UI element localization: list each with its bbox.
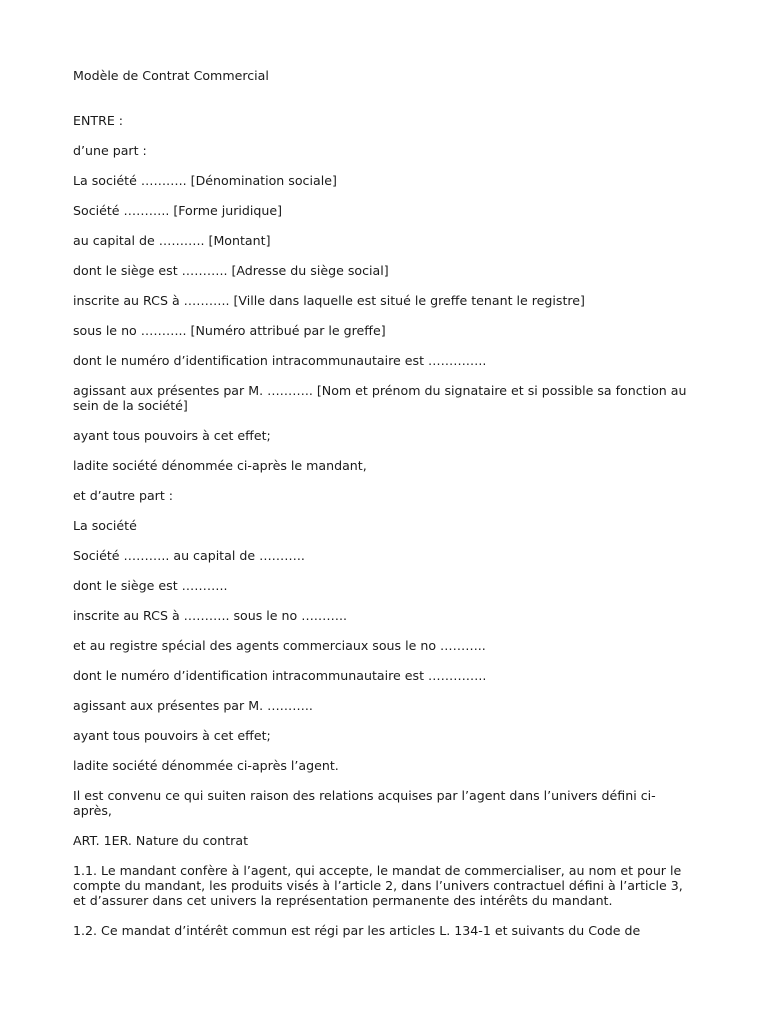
paragraph: dont le numéro d’identification intracommunautaire est ………….. (73, 668, 487, 683)
paragraph: agissant aux présentes par M. ……….. [Nom et prénom du signataire et si possible sa fonction au sein de la société] (73, 383, 687, 413)
paragraph: ladite société dénommée ci-après l’agent. (73, 758, 339, 773)
paragraph: ladite société dénommée ci-après le mandant, (73, 458, 367, 473)
paragraph: dont le siège est ……….. (73, 578, 228, 593)
paragraph: dont le numéro d’identification intracommunautaire est ………….. (73, 353, 487, 368)
article-clause: 1.1. Le mandant confère à l’agent, qui accepte, le mandat de commercialiser, au nom et pour le compte du mandant, les produits visés à l’article 2, dans l’univers contractuel défini à l’article 3, et d’assurer dans cet univers la représentation permanente des intérêts du mandant. (73, 863, 683, 908)
paragraph: La société (73, 518, 137, 533)
paragraph-first-party: d’une part : (73, 143, 147, 158)
article-clause: 1.2. Ce mandat d’intérêt commun est régi par les articles L. 134-1 et suivants du Code de (73, 923, 641, 938)
paragraph: Société ……….. au capital de ……….. (73, 548, 305, 563)
paragraph: sous le no ……….. [Numéro attribué par le greffe] (73, 323, 386, 338)
paragraph-second-party: et d’autre part : (73, 488, 174, 503)
paragraph-entre: ENTRE : (73, 113, 124, 128)
paragraph: inscrite au RCS à ……….. [Ville dans laquelle est situé le greffe tenant le registre] (73, 293, 585, 308)
paragraph: inscrite au RCS à ……….. sous le no ……….. (73, 608, 347, 623)
paragraph: dont le siège est ……….. [Adresse du siège social] (73, 263, 389, 278)
article-heading: ART. 1ER. Nature du contrat (73, 833, 249, 848)
document-body (73, 68, 693, 953)
paragraph: La société ……….. [Dénomination sociale] (73, 173, 337, 188)
paragraph: ayant tous pouvoirs à cet effet; (73, 428, 271, 443)
paragraph: Société ……….. [Forme juridique] (73, 203, 283, 218)
paragraph: et au registre spécial des agents commerciaux sous le no ……….. (73, 638, 486, 653)
paragraph: au capital de ……….. [Montant] (73, 233, 271, 248)
document-title: Modèle de Contrat Commercial (73, 68, 269, 83)
paragraph: ayant tous pouvoirs à cet effet; (73, 728, 271, 743)
paragraph: agissant aux présentes par M. ……….. (73, 698, 313, 713)
paragraph: Il est convenu ce qui suiten raison des relations acquises par l’agent dans l’univers défini ci-après, (73, 788, 656, 818)
